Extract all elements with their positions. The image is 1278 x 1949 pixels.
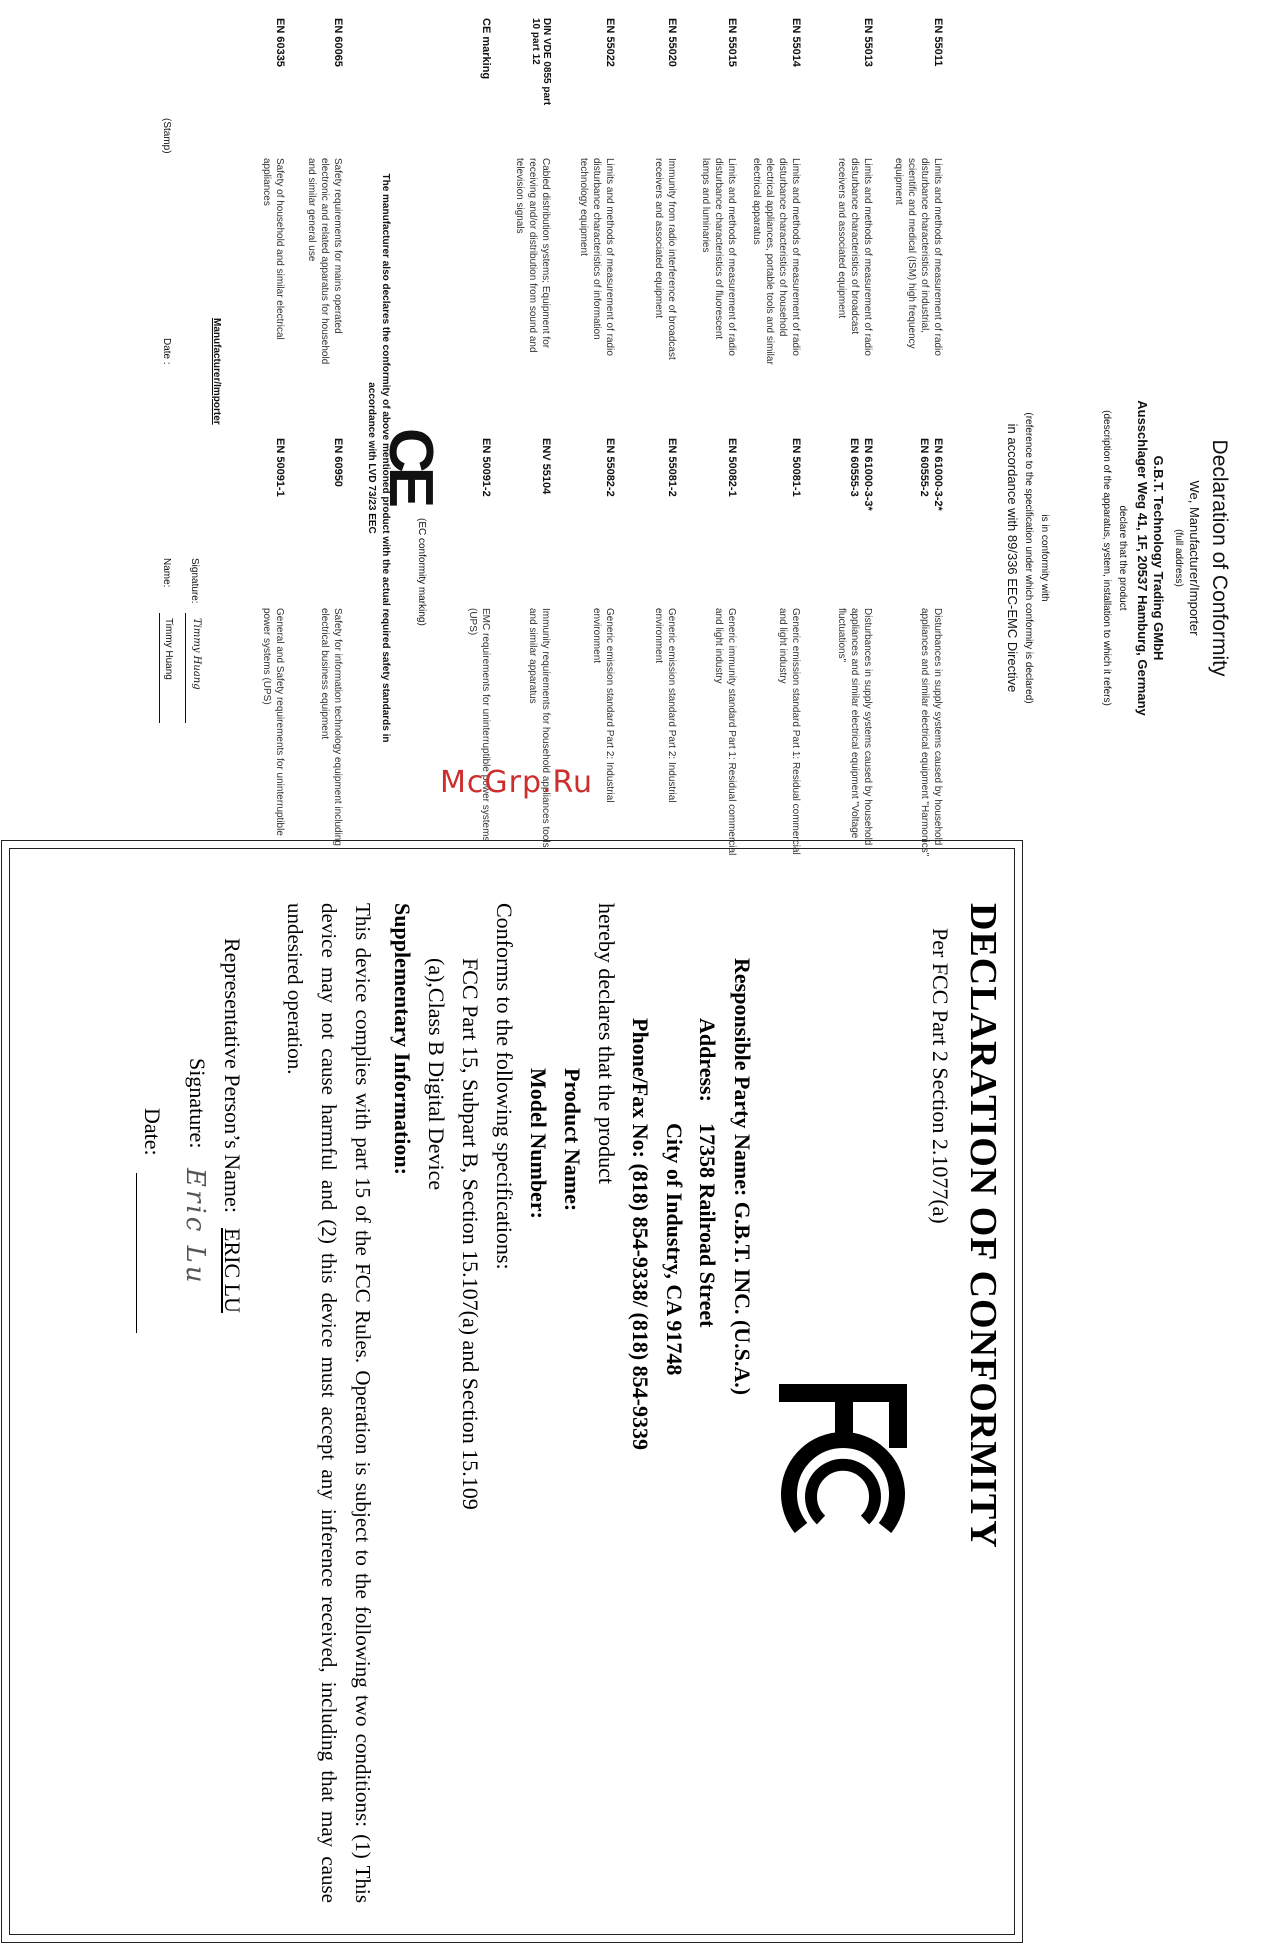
- manufacturer-label: Manufacturer/Importer: [211, 318, 222, 425]
- ec-intro: We, Manufacturer/Importer: [1187, 480, 1202, 636]
- std-description: Cabled distribution systems; Equipment for receiving and/or distribution from sound and television signals: [514, 158, 551, 353]
- fcc-title: DECLARATION OF CONFORMITY: [962, 903, 1004, 1549]
- std-name: EN 55015: [726, 18, 738, 67]
- std-description: Immunity from radio interference of broadcast receivers and associated equipment: [653, 158, 677, 360]
- address-line2: City of Industry, CA 91748: [662, 1123, 687, 1376]
- safety-description-right: General and Safety requirements for uninterruptible power systems (UPS): [261, 608, 285, 836]
- std-description: Limits and methods of measurement of radio disturbance characteristics of fluorescent lamps and luminaries: [700, 158, 737, 356]
- safety-code: EN 50091-1: [274, 438, 286, 497]
- product-name-label: Product Name:: [560, 1068, 585, 1212]
- std-name: CE marking: [480, 18, 492, 80]
- std-name: EN 55020: [666, 18, 678, 67]
- std-description-right: Generic emission standard Part 2: Industrial environment: [591, 608, 615, 803]
- model-number-label: Model Number:: [526, 1068, 551, 1219]
- std-code: EN 61000-3-3*: [862, 438, 874, 511]
- ec-full-address: (full address): [1173, 529, 1184, 587]
- std-description: Limits and methods of measurement of radio disturbance characteristics of information technology equipment: [578, 158, 615, 356]
- phone-fax: Phone/Fax No: (818) 854-9338/ (818) 854-9339: [628, 1018, 653, 1451]
- std-code: EN 50091-2: [480, 438, 492, 497]
- ec-declaration-page: [12, 18, 1232, 898]
- rep-name-label: Representative Person’s Name:: [220, 938, 245, 1213]
- fcc-logo-icon: [773, 1378, 913, 1548]
- std-description-right: EMC requirements for uninterruptible power systems (UPS): [467, 608, 491, 842]
- std-description-right: Generic emission standard Part 1: Residual commercial and light industry: [777, 608, 801, 855]
- date-label: Date:: [140, 1108, 165, 1156]
- stamp-label: (Stamp): [161, 118, 172, 154]
- std-code: EN 50081-1: [790, 438, 802, 497]
- safety-code: EN 60950: [332, 438, 344, 487]
- std-code-alt: EN 60555-3: [848, 438, 860, 497]
- safety-description-right: Safety for information technology equipment including electrical business equipment: [319, 608, 343, 846]
- address-line1: 17358 Railroad Street: [695, 1123, 720, 1328]
- std-description: Limits and methods of measurement of radio disturbance characteristics of broadcast receivers and associated equipment: [836, 158, 873, 356]
- name-value: Timmy Huang: [163, 618, 174, 680]
- date-label: Date :: [161, 338, 172, 365]
- address-label: Address:: [695, 1018, 720, 1102]
- name-line: [159, 613, 160, 723]
- ec-declare: declare that the product: [1117, 505, 1128, 611]
- std-name: EN 55022: [604, 18, 616, 67]
- ec-address: Ausschlager Weg 41, 1F, 20537 Hamburg, Germany: [1135, 400, 1150, 716]
- responsible-party: Responsible Party Name: G.B.T. INC. (U.S.A.): [730, 958, 755, 1396]
- std-description: Limits and methods of measurement of radio disturbance characteristics of household electrical appliances, portable tools and similar electrical apparatus: [751, 158, 801, 365]
- rep-name-value: ERIC LU: [220, 1228, 245, 1313]
- ce-note: (EC conformity marking): [416, 518, 427, 626]
- ec-company: G.B.T. Technology Trading GMbH: [1151, 455, 1166, 661]
- ec-title: Declaration of Conformity: [1208, 439, 1231, 677]
- signature-value: Timmy Huang: [191, 618, 202, 690]
- ec-directive: in accordance with 89/336 EEC-EMC Directive: [1005, 423, 1020, 693]
- std-name: EN 55013: [862, 18, 874, 67]
- fcc-declaration-page: [15, 858, 1005, 1928]
- ec-conformity: is in conformity with: [1039, 514, 1050, 602]
- conforms-text: Conforms to the following specifications:: [492, 903, 517, 1270]
- supplementary-heading: Supplementary Information:: [390, 903, 415, 1175]
- hereby-declares: hereby declares that the product: [594, 903, 619, 1184]
- std-description-right: Generic emission standard Part 2: Industrial environment: [653, 608, 677, 803]
- signature-line: [185, 613, 186, 723]
- signature-label: Signature:: [189, 558, 200, 604]
- safety-name: EN 60335: [274, 18, 286, 67]
- std-code: ENV 55104: [540, 438, 552, 495]
- ec-reference: (reference to the specification under which conformity is declared): [1023, 412, 1034, 704]
- std-name: DIN VDE 0855 part 10 part 12: [530, 18, 552, 106]
- safety-name: EN 60065: [332, 18, 344, 67]
- date-line: [136, 1173, 137, 1333]
- std-description-right: Generic immunity standard Part 1: Residual commercial and light industry: [713, 608, 737, 856]
- signature-label: Signature:: [185, 1058, 210, 1149]
- std-name: EN 55011: [932, 18, 944, 67]
- name-label: Name:: [161, 558, 172, 588]
- std-code: EN 55081-2: [666, 438, 678, 497]
- fcc-subtitle: Per FCC Part 2 Section 2.1077(a): [928, 928, 953, 1224]
- std-description-right: Immunity requirements for household appliances tools and similar apparatus: [527, 608, 551, 848]
- ec-description: (description of the apparatus, system, installation to which it refers): [1101, 410, 1112, 706]
- std-description-right: Disturbances in supply systems caused by household appliances and similar electrical equipment "Harmonics": [919, 608, 943, 857]
- lvd-note: The manufacturer also declares the conformity of above mentioned product with the actual required safety standards in accordance with LVD 73/23 EEC: [366, 173, 391, 743]
- std-code: EN 61000-3-2*: [932, 438, 944, 511]
- ce-mark-logo: CE: [376, 428, 445, 503]
- compliance-statement: This device complies with part 15 of the FCC Rules. Operation is subject to the following two conditions: (1) This device may not cause harmful and (2) this device must accept any inference received, including that may cause undesired operation.: [283, 903, 375, 1903]
- std-code-alt: EN 60555-2: [918, 438, 930, 497]
- signature-value: Eric Lu: [180, 1168, 210, 1286]
- std-code: EN 50082-1: [726, 438, 738, 497]
- std-description: Limits and methods of measurement of radio disturbance characteristics of industrial, scientific and medical (ISM) high frequency equipment: [893, 158, 943, 356]
- std-name: EN 55014: [790, 18, 802, 67]
- spec-line1: FCC Part 15, Subpart B, Section 15.107(a) and Section 15.109: [458, 958, 483, 1510]
- safety-description: Safety of household and similar electrical appliances: [261, 158, 285, 340]
- std-description-right: Disturbances in supply systems caused by household appliances and similar electrical equipment "Voltage fluctuations": [836, 608, 873, 846]
- spec-line2: (a),Class B Digital Device: [424, 958, 449, 1191]
- std-code: EN 55082-2: [604, 438, 616, 497]
- safety-description: Safety requirements for mains operated electronic and related apparatus for household and similar general use: [306, 158, 343, 365]
- watermark-text: McGrp.Ru: [440, 765, 594, 800]
